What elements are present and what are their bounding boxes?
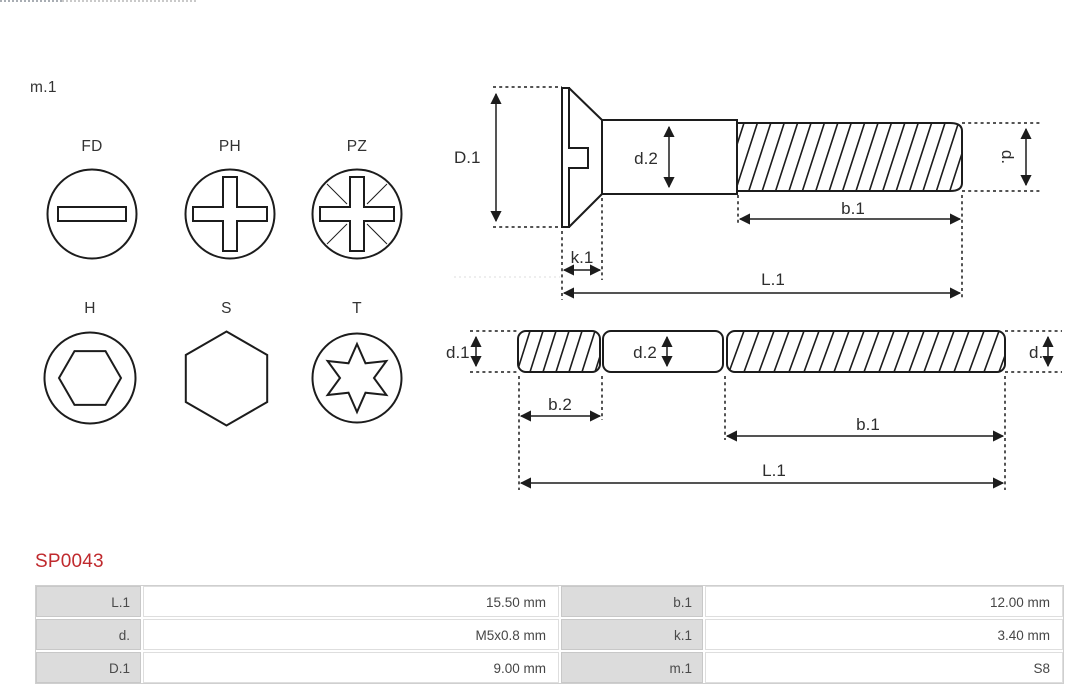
part-marker-label: m.1 — [30, 79, 57, 96]
spec-table — [35, 585, 1064, 684]
spec-value: 12.00 mm — [705, 586, 1063, 617]
hex-external-drive-icon — [178, 330, 275, 427]
drive-label-ph: PH — [218, 138, 242, 155]
spec-value: M5x0.8 mm — [143, 619, 559, 650]
phillips-drive-icon — [184, 168, 276, 260]
dim-label-L1: L.1 — [762, 461, 786, 480]
spec-label: D.1 — [36, 652, 141, 683]
dim-label-d1: d.1 — [446, 343, 470, 362]
spec-label: d. — [36, 619, 141, 650]
dim-label-d2: d.2 — [634, 149, 658, 168]
dim-label-b2: b.2 — [548, 395, 572, 414]
stud-drawing — [440, 320, 1080, 495]
spec-label: b.1 — [561, 586, 703, 617]
scan-artifact-line — [0, 0, 62, 2]
stud-plain-section — [603, 331, 723, 372]
countersunk-screw-drawing — [450, 75, 1070, 310]
product-code: SP0043 — [35, 551, 104, 572]
spec-value: 3.40 mm — [705, 619, 1063, 650]
drive-label-pz: PZ — [346, 138, 368, 155]
dim-label-d: d. — [1029, 343, 1044, 362]
drive-label-t: T — [352, 300, 362, 317]
spec-label: L.1 — [36, 586, 141, 617]
spec-label: k.1 — [561, 619, 703, 650]
flat-drive-icon — [46, 168, 138, 260]
drive-label-fd: FD — [81, 138, 103, 155]
dim-label-k1: k.1 — [570, 248, 594, 267]
spec-value: S8 — [705, 652, 1063, 683]
drive-label-h: H — [84, 300, 96, 317]
dim-label-D1: D.1 — [454, 148, 481, 167]
head-cone-top-edge — [569, 88, 602, 120]
d1-extension-lines — [470, 331, 518, 372]
dim-label-b1: b.1 — [841, 199, 865, 218]
hex-socket-drive-icon — [43, 331, 137, 425]
spec-value: 9.00 mm — [143, 652, 559, 683]
head-cone-bottom-edge — [569, 194, 602, 227]
d1-extension-lines — [493, 87, 562, 227]
torx-drive-icon — [311, 332, 403, 424]
dim-label-b1: b.1 — [856, 415, 880, 434]
spec-label: m.1 — [561, 652, 703, 683]
dim-label-d: d. — [998, 149, 1017, 165]
scan-artifact-line — [62, 0, 196, 2]
dim-label-L1: L.1 — [761, 270, 785, 289]
dim-label-d2: d.2 — [633, 343, 657, 362]
spec-value: 15.50 mm — [143, 586, 559, 617]
pozidriv-drive-icon — [311, 168, 403, 260]
screw-head-face — [562, 88, 588, 227]
drive-label-s: S — [221, 300, 232, 317]
